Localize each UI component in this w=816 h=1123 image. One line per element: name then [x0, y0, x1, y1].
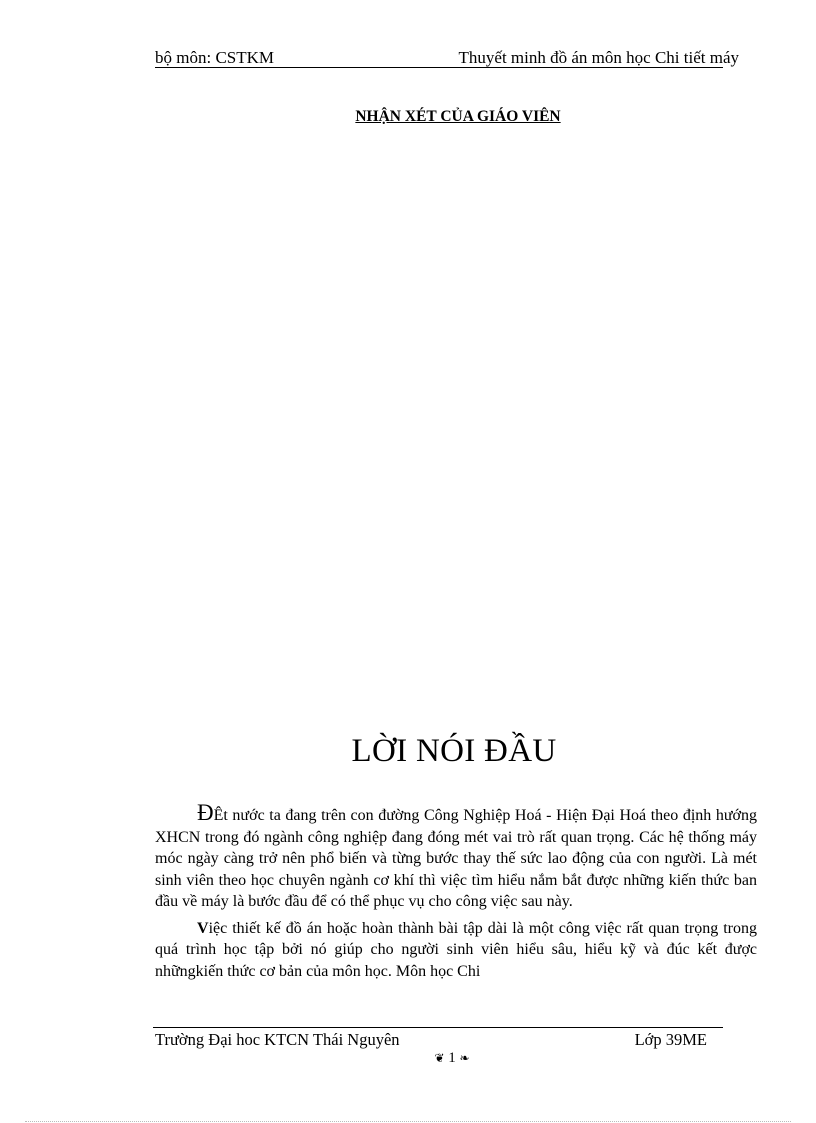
paragraph-initial: V — [197, 919, 209, 937]
paragraph-text: iệc thiết kế đồ án hoặc hoàn thành bài tập dài là một công việc rất quan trọng trong quá trình học tập bởi nó giúp cho người sinh viên hiểu sâu, hiểu kỹ và đúc kết được nhữngkiến thức cơ bản của môn học. Môn học Chi — [155, 919, 757, 980]
header-rule — [155, 67, 723, 68]
ornament-left-icon: ❦ — [434, 1051, 445, 1066]
header-department: bộ môn: CSTKM — [155, 48, 275, 67]
page-number: 1 — [448, 1050, 456, 1066]
footer-school: Trường Đại hoc KTCN Thái Nguyên — [155, 1030, 400, 1049]
preface-title: LỜI NÓI ĐẦU — [351, 733, 557, 769]
teacher-comment-heading: NHẬN XÉT CỦA GIÁO VIÊN — [355, 108, 561, 125]
page-footer — [155, 1030, 707, 1050]
paragraph-initial: Đ — [197, 800, 214, 825]
paragraph — [155, 918, 757, 983]
preface-body — [155, 800, 757, 982]
ornament-right-icon: ❧ — [459, 1051, 470, 1066]
footer-rule — [153, 1027, 723, 1028]
page-bottom-border — [25, 1121, 791, 1122]
header-document-title: Thuyết minh đồ án môn học Chi tiết máy — [458, 48, 739, 67]
paragraph — [155, 800, 757, 913]
page-header — [155, 48, 739, 68]
page-number-block — [420, 1050, 484, 1072]
footer-class: Lớp 39ME — [634, 1030, 707, 1049]
paragraph-text: Êt nước ta đang trên con đường Công Nghiệp Hoá - Hiện Đại Hoá theo định hướng XHCN trong đó ngành công nghiệp đang đóng mét vai trò rất quan trọng. Các hệ thống máy móc ngày càng trở nên phổ biến và từng bước thay thế sức lao động của con người. Là mét sinh viên theo học chuyên ngành cơ khí thì việc tìm hiểu nắm bắt được những kiến thức ban đầu về máy là bước đầu để có thể phục vụ cho công việc sau này. — [155, 807, 757, 910]
